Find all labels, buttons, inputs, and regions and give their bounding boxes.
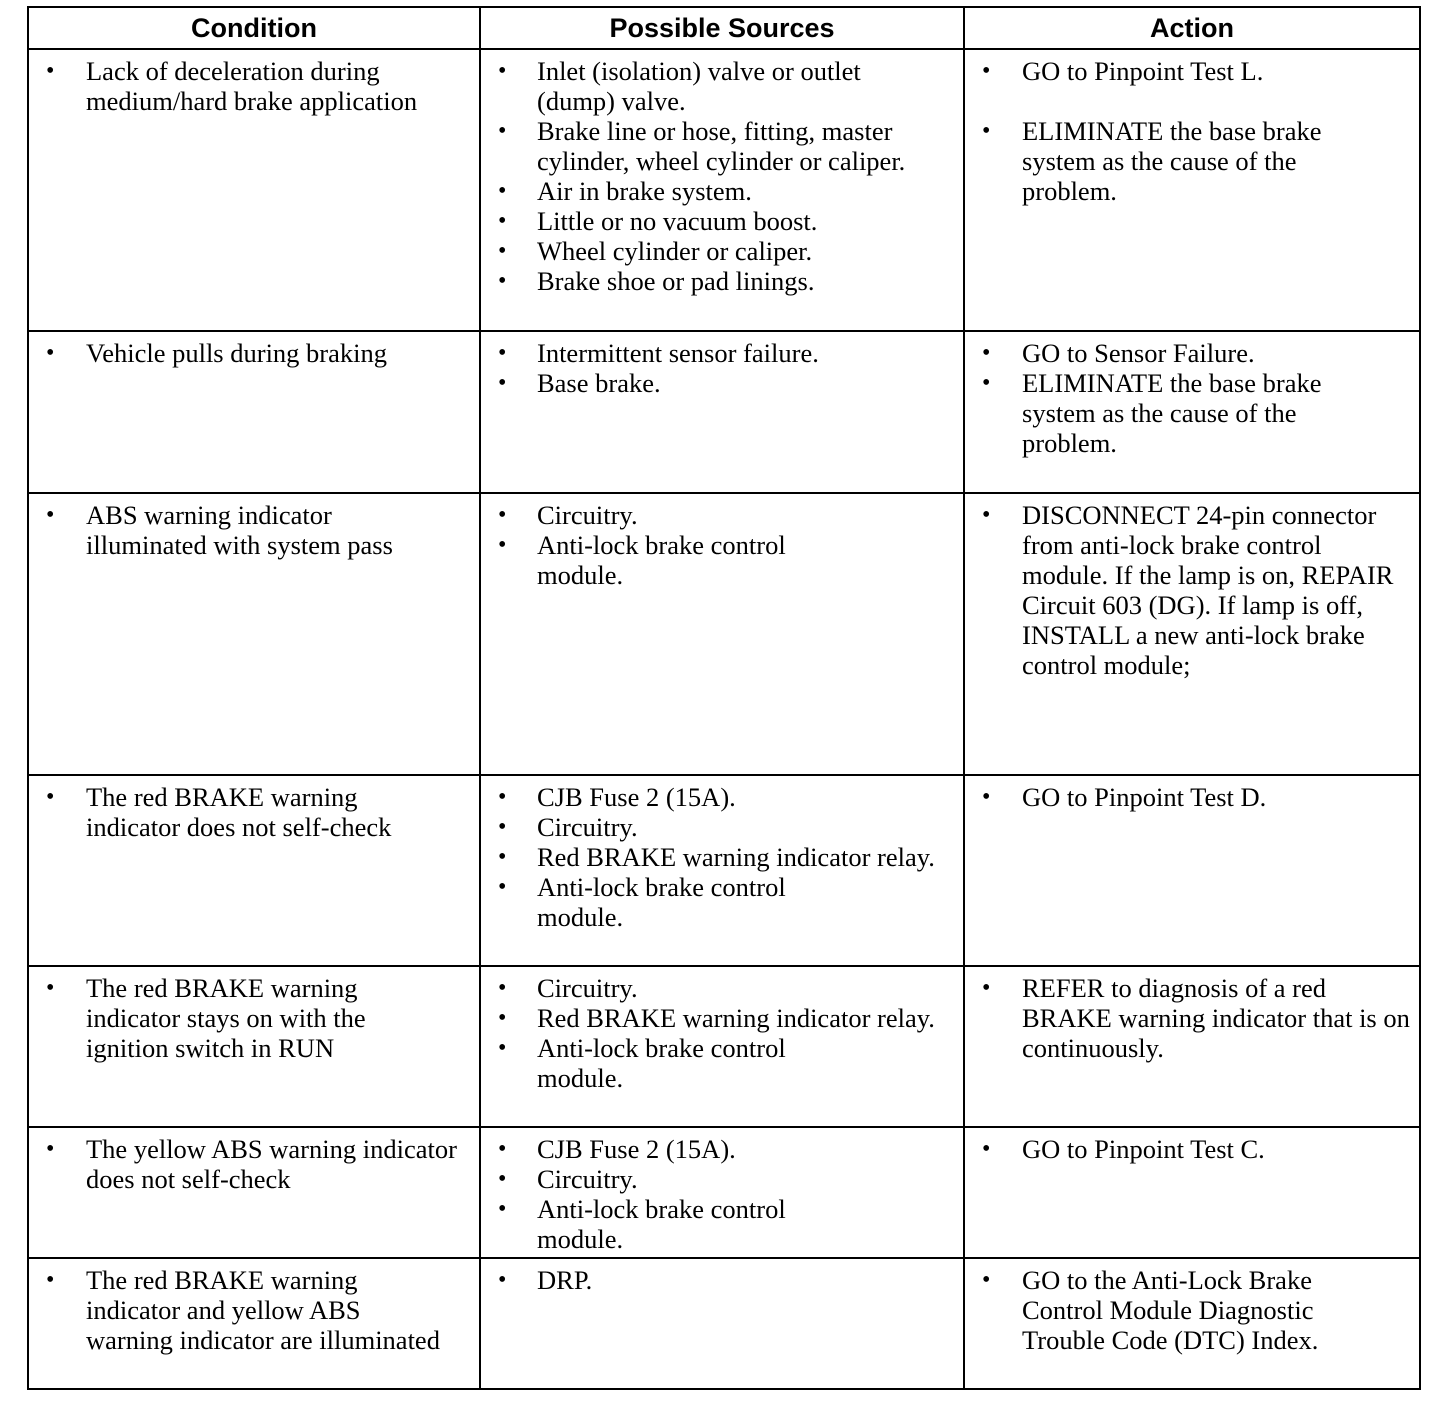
condition-cell	[28, 1127, 480, 1258]
source-item: • Red BRAKE warning indicator relay.	[481, 842, 955, 872]
condition-item: • The red BRAKE warning indicator and yellow ABS warning indicator are illuminated	[29, 1265, 471, 1355]
table-row	[28, 966, 1420, 1127]
condition-item: • ABS warning indicator illuminated with system pass	[29, 500, 471, 560]
condition-item: • The red BRAKE warning indicator stays on with the ignition switch in RUN	[29, 973, 471, 1063]
action-cell	[964, 493, 1420, 775]
condition-item: • The red BRAKE warning indicator does not self-check	[29, 782, 471, 842]
condition-cell	[28, 1258, 480, 1389]
table-row	[28, 49, 1420, 331]
source-item: • DRP.	[481, 1265, 955, 1295]
action-item: • ELIMINATE the base brake system as the cause of the problem.	[965, 368, 1411, 458]
source-item: • CJB Fuse 2 (15A).	[481, 782, 955, 812]
condition-item: • The yellow ABS warning indicator does not self-check	[29, 1134, 471, 1194]
sources-cell	[480, 966, 964, 1127]
source-item: • Brake line or hose, fitting, master cylinder, wheel cylinder or caliper.	[481, 116, 955, 176]
condition-cell	[28, 966, 480, 1127]
sources-cell	[480, 775, 964, 966]
source-item: • Anti-lock brake control module.	[481, 1194, 955, 1254]
source-item: • Intermittent sensor failure.	[481, 338, 955, 368]
table-row	[28, 1258, 1420, 1389]
action-cell	[964, 966, 1420, 1127]
source-item: • Inlet (isolation) valve or outlet (dump) valve.	[481, 56, 955, 116]
source-item: • Base brake.	[481, 368, 955, 398]
condition-cell	[28, 775, 480, 966]
action-cell	[964, 775, 1420, 966]
condition-cell	[28, 493, 480, 775]
condition-item: • Lack of deceleration during medium/hard brake application	[29, 56, 471, 116]
source-item: • Air in brake system.	[481, 176, 955, 206]
source-item: • CJB Fuse 2 (15A).	[481, 1134, 955, 1164]
action-cell	[964, 1258, 1420, 1389]
action-item: • REFER to diagnosis of a red BRAKE warning indicator that is on continuously.	[965, 973, 1411, 1063]
sources-cell	[480, 493, 964, 775]
condition-cell	[28, 331, 480, 493]
action-item: • GO to the Anti-Lock Brake Control Module Diagnostic Trouble Code (DTC) Index.	[965, 1265, 1411, 1355]
action-item: • GO to Pinpoint Test C.	[965, 1134, 1411, 1164]
table-row	[28, 331, 1420, 493]
action-item: • GO to Pinpoint Test L.	[965, 56, 1411, 86]
source-item: • Anti-lock brake control module.	[481, 530, 955, 590]
source-item: • Anti-lock brake control module.	[481, 1033, 955, 1093]
condition-cell	[28, 49, 480, 331]
table-row	[28, 775, 1420, 966]
sources-cell	[480, 49, 964, 331]
action-cell	[964, 1127, 1420, 1258]
sources-cell	[480, 1258, 964, 1389]
header-action: Action	[964, 7, 1420, 49]
action-cell	[964, 331, 1420, 493]
diagnosis-table	[27, 6, 1421, 1390]
condition-item: • Vehicle pulls during braking	[29, 338, 471, 368]
source-item: • Circuitry.	[481, 1164, 955, 1194]
table-row	[28, 493, 1420, 775]
table-row	[28, 1127, 1420, 1258]
source-item: • Circuitry.	[481, 500, 955, 530]
action-item: • ELIMINATE the base brake system as the cause of the problem.	[965, 116, 1411, 206]
header-condition: Condition	[28, 7, 480, 49]
source-item: • Little or no vacuum boost.	[481, 206, 955, 236]
source-item: • Anti-lock brake control module.	[481, 872, 955, 932]
header-row	[28, 7, 1420, 49]
action-cell	[964, 49, 1420, 331]
action-item: • DISCONNECT 24-pin connector from anti-lock brake control module. If the lamp is on, REPAIR Circuit 603 (DG). If lamp is off, INSTALL a new anti-lock brake control module;	[965, 500, 1411, 680]
action-item: • GO to Pinpoint Test D.	[965, 782, 1411, 812]
source-item: • Red BRAKE warning indicator relay.	[481, 1003, 955, 1033]
source-item: • Circuitry.	[481, 812, 955, 842]
source-item: • Brake shoe or pad linings.	[481, 266, 955, 296]
source-item: • Circuitry.	[481, 973, 955, 1003]
action-item: • GO to Sensor Failure.	[965, 338, 1411, 368]
sources-cell	[480, 331, 964, 493]
source-item: • Wheel cylinder or caliper.	[481, 236, 955, 266]
sources-cell	[480, 1127, 964, 1258]
header-possible-sources: Possible Sources	[480, 7, 964, 49]
